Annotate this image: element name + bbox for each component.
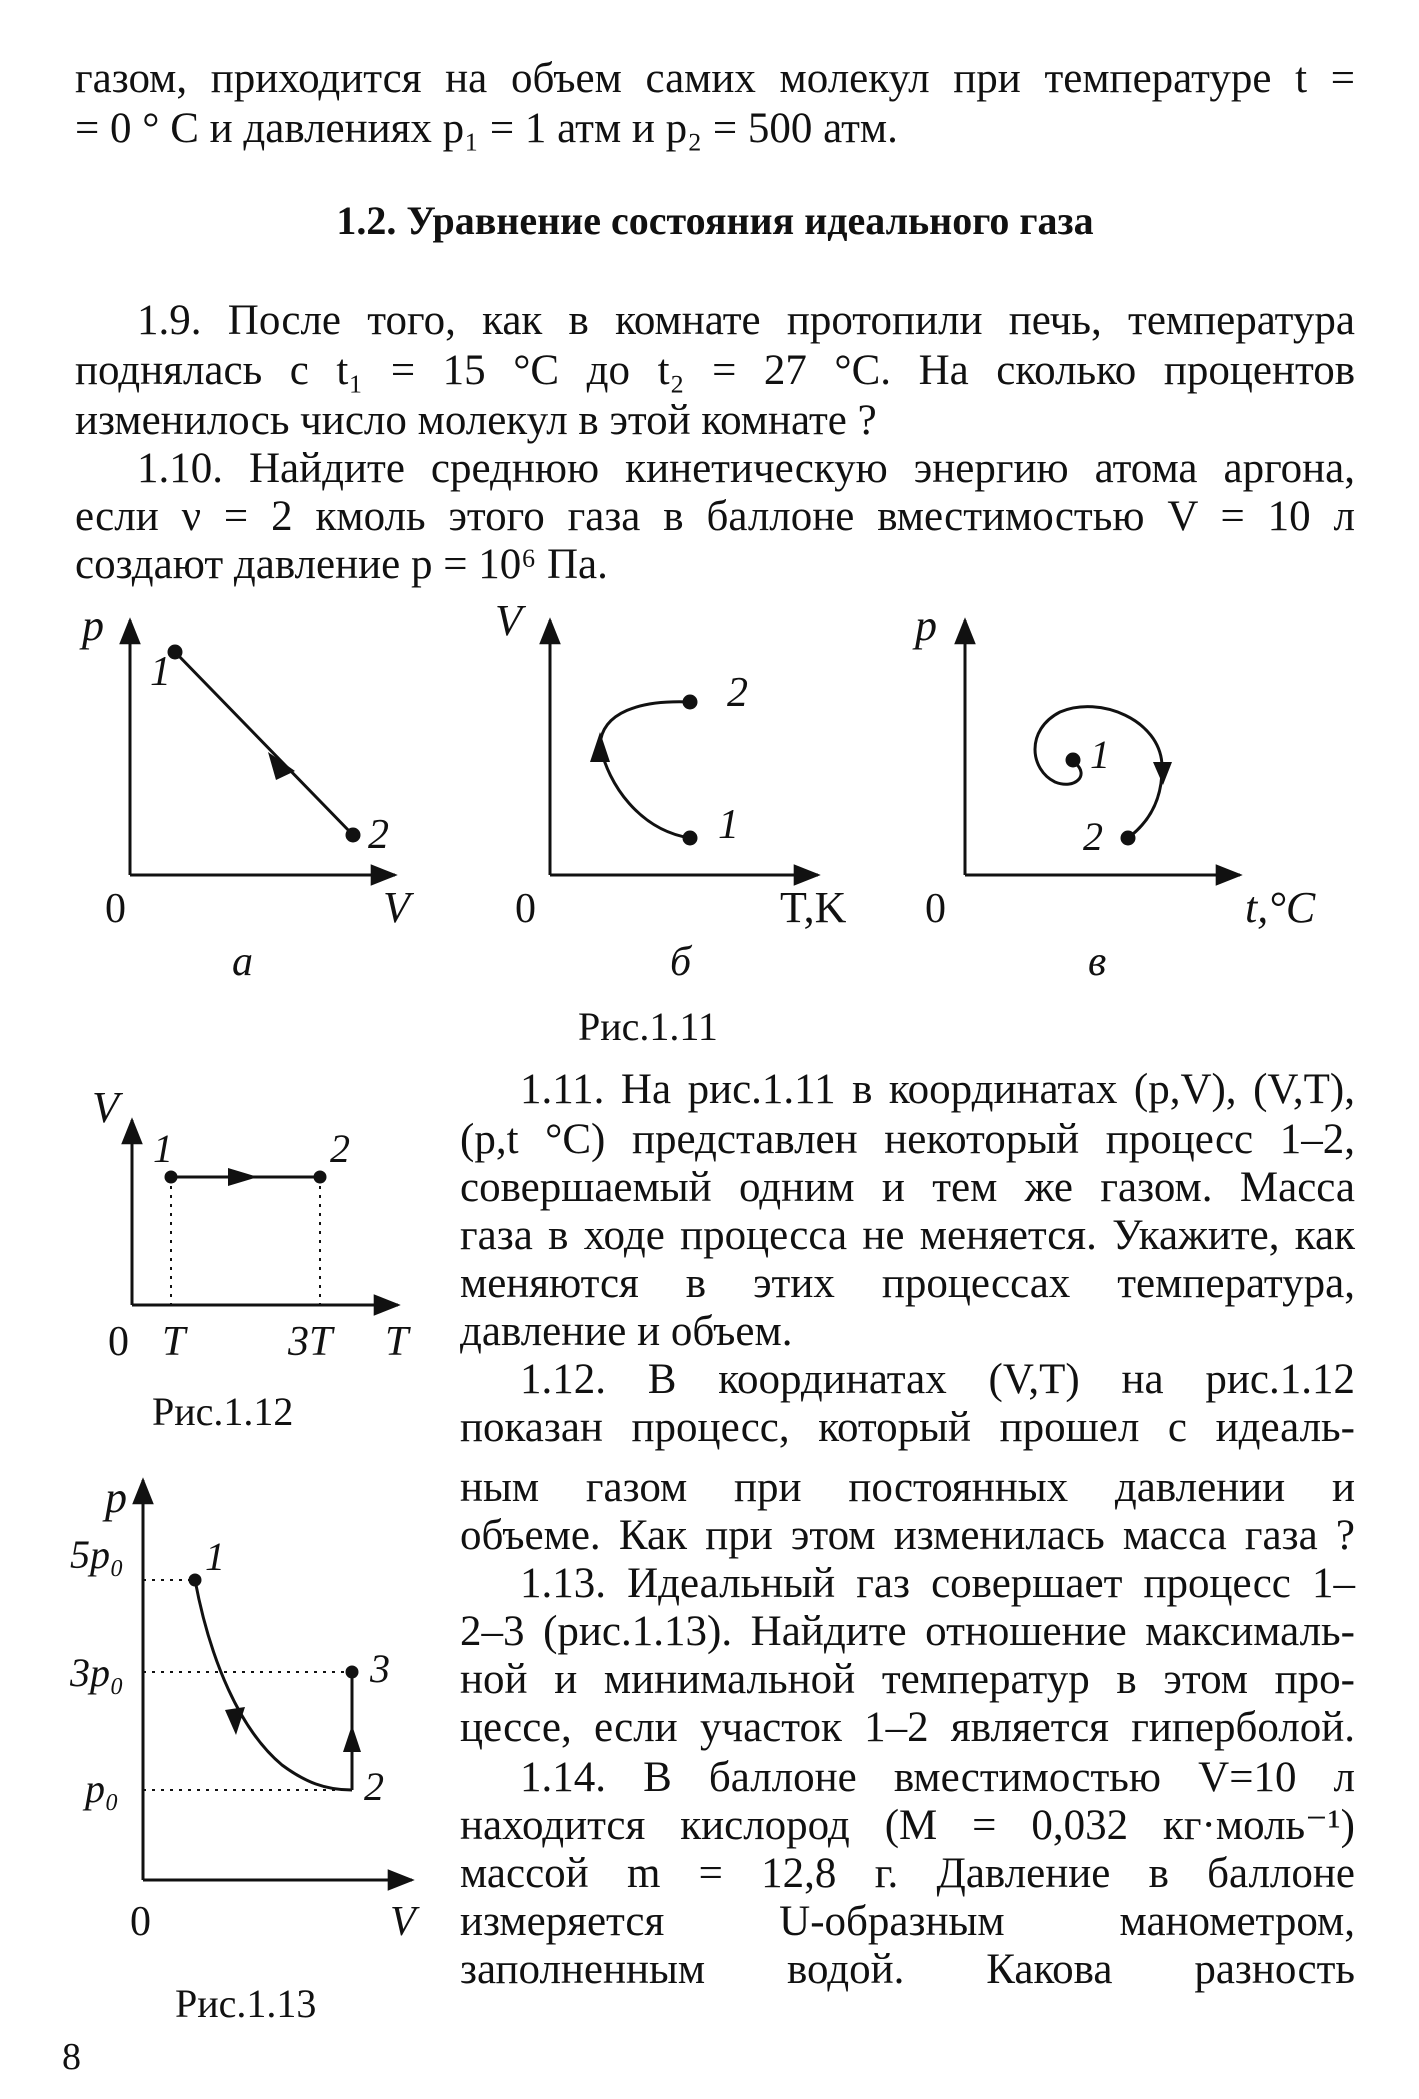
origin: 0 — [515, 886, 536, 932]
point-1 — [166, 1172, 176, 1182]
tick-p0: p₀ — [85, 1766, 119, 1811]
text-line: газа в ходе процесса не меняется. Укажите, как — [460, 1212, 1355, 1259]
text-line: газом, приходится на объем самих молекул при температуре t = — [75, 55, 1355, 102]
tick-T: T — [162, 1319, 186, 1365]
text-line: объеме. Как при этом изменилась масса газа ? — [460, 1512, 1355, 1559]
point-2 — [347, 829, 359, 841]
problem-1-13: 1.13. Идеальный газ совершает процесс 1– — [520, 1560, 1355, 1607]
problem-1-14: 1.14. В баллоне вместимостью V=10 л — [520, 1754, 1355, 1801]
text-line: массой m = 12,8 г. Давление в баллоне — [460, 1850, 1355, 1897]
page-number: 8 — [62, 2036, 81, 2078]
text-line: цессе, если участок 1–2 является гиперболой. — [460, 1704, 1355, 1751]
origin: 0 — [925, 886, 946, 932]
text-line: = 0 ° С и давлениях p₁ = 1 атм и p₂ = 500 атм. — [75, 105, 898, 152]
point-label-1: 1 — [718, 802, 739, 848]
text-line: измеряется U-образным манометром, — [460, 1898, 1355, 1945]
text-line: меняются в этих процессах температура, — [460, 1260, 1355, 1307]
section-heading: 1.2. Уравнение состояния идеального газа — [336, 198, 1094, 243]
problem-1-11: 1.11. На рис.1.11 в координатах (p,V), (V,T), — [520, 1066, 1355, 1113]
text-line: (p,t °C) представлен некоторый процесс 1–2, — [460, 1116, 1355, 1163]
text-line: показан процесс, который прошел с идеаль- — [460, 1404, 1355, 1451]
point-1 — [190, 1575, 200, 1585]
text-line: заполненным водой. Какова разность — [460, 1946, 1355, 1993]
problem-1-12: 1.12. В координатах (V,T) на рис.1.12 — [520, 1356, 1355, 1403]
text-line: давление и объем. — [460, 1308, 793, 1355]
origin: 0 — [105, 886, 126, 932]
tick-3p0: 3p₀ — [70, 1650, 124, 1695]
point-2 — [315, 1172, 325, 1182]
point-label-2: 2 — [330, 1126, 350, 1171]
figure-caption: Рис.1.13 — [175, 1981, 317, 2026]
point-label-1: 1 — [150, 649, 171, 695]
point-2 — [684, 696, 696, 708]
point-1 — [684, 832, 696, 844]
text-line: ной и минимальной температур в этом про- — [460, 1656, 1355, 1703]
subfig-label: б — [670, 939, 692, 985]
subfig-label: в — [1088, 939, 1107, 985]
direction-arrow — [228, 1168, 258, 1186]
point-label-2: 2 — [364, 1764, 384, 1809]
point-label-1: 1 — [153, 1126, 173, 1171]
tick-3T: 3T — [288, 1319, 333, 1365]
point-label-2: 2 — [368, 812, 389, 858]
tick-5p0: 5p₀ — [70, 1532, 124, 1577]
figure-caption: Рис.1.12 — [152, 1389, 294, 1434]
text-line: если ν = 2 кмоль этого газа в баллоне вместимостью V = 10 л — [75, 493, 1355, 540]
direction-arrow — [1153, 762, 1172, 785]
text-line: создают давление p = 10⁶ Па. — [75, 541, 608, 588]
ylabel: V — [495, 596, 522, 645]
xlabel: T,K — [780, 883, 847, 932]
point-label-1: 1 — [1090, 732, 1110, 777]
xlabel: t,°C — [1245, 883, 1316, 932]
xlabel: V — [383, 883, 410, 932]
subfig-label: а — [232, 939, 253, 985]
fig-1-11b — [550, 620, 818, 875]
xlabel: T — [385, 1319, 409, 1365]
problem-1-10: 1.10. Найдите среднюю кинетическую энергию атома аргона, — [137, 445, 1355, 492]
text-line: находится кислород (M = 0,032 кг·моль⁻¹) — [460, 1802, 1355, 1849]
origin: 0 — [130, 1899, 151, 1945]
text-line: изменилось число молекул в этой комнате ? — [75, 397, 877, 444]
direction-arrow — [343, 1725, 361, 1752]
figure-caption: Рис.1.11 — [578, 1004, 718, 1049]
process-curve — [600, 702, 690, 838]
origin: 0 — [108, 1319, 129, 1365]
text-line: поднялась с t₁ = 15 °С до t₂ = 27 °С. На сколько процентов — [75, 347, 1355, 394]
process-line — [175, 652, 353, 835]
point-label-2: 2 — [727, 670, 748, 716]
ylabel: p — [82, 601, 104, 650]
ylabel: V — [92, 1083, 119, 1132]
text-line: совершаемый одним и тем же газом. Масса — [460, 1164, 1355, 1211]
point-label-1: 1 — [205, 1534, 225, 1579]
point-label-2: 2 — [1083, 814, 1103, 859]
xlabel: V — [390, 1899, 416, 1945]
point-2 — [1122, 832, 1134, 844]
point-1 — [1067, 754, 1079, 766]
problem-1-9: 1.9. После того, как в комнате протопили печь, температура — [137, 297, 1355, 344]
direction-arrow — [268, 752, 295, 780]
text-line: 2–3 (рис.1.13). Найдите отношение максималь- — [460, 1608, 1355, 1655]
text-line: ным газом при постоянных давлении и — [460, 1464, 1355, 1511]
point-3 — [347, 1667, 357, 1677]
direction-arrow — [225, 1707, 245, 1735]
ylabel: p — [105, 1473, 127, 1522]
ylabel: p — [915, 601, 937, 650]
point-label-3: 3 — [370, 1646, 390, 1691]
hyperbola-1-2 — [195, 1580, 352, 1790]
direction-arrow — [590, 732, 610, 762]
